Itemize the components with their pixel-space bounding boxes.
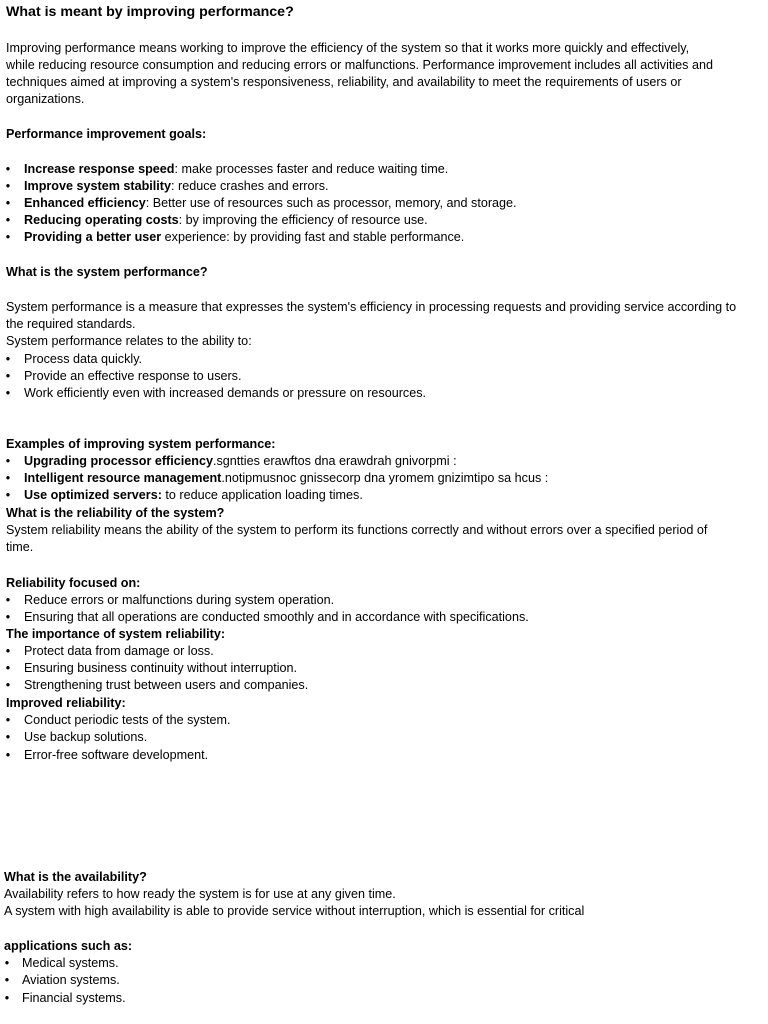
bullet-icon: • — [5, 196, 11, 210]
bullet-icon: • — [5, 730, 11, 744]
bullet-icon: • — [5, 678, 11, 692]
reliability-focus-heading: Reliability focused on: — [6, 576, 141, 590]
item-text: : by improving the efficiency of resource use. — [178, 213, 428, 227]
bullet-icon: • — [4, 991, 10, 1005]
availability-heading: What is the availability? — [4, 870, 147, 884]
bullet-icon: • — [5, 230, 11, 244]
paragraph-line: System reliability means the ability of the system to perform its functions correctly and without errors over a specified period of — [6, 523, 708, 537]
item-text: experience: by providing fast and stable performance. — [161, 230, 465, 244]
bullet-icon: • — [5, 593, 11, 607]
item-bold: Providing a better user — [24, 230, 162, 244]
intro-line: techniques aimed at improving a system's responsiveness, reliability, and availability to meet the requirements of users or — [6, 75, 682, 89]
bullet-icon: • — [5, 713, 11, 727]
item-text: Protect data from damage or loss. — [24, 644, 214, 658]
item-text: Reduce errors or malfunctions during system operation. — [24, 593, 335, 607]
paragraph-line: A system with high availability is able to provide service without interruption, which is essential for critical — [4, 904, 585, 918]
item-text: to reduce application loading times. — [161, 488, 363, 502]
item-text: Medical systems. — [22, 956, 119, 970]
reliability-heading: What is the reliability of the system? — [6, 506, 225, 520]
paragraph-line: Availability refers to how ready the system is for use at any given time. — [4, 887, 396, 901]
item-text: Ensuring business continuity without interruption. — [24, 661, 298, 675]
goals-heading: Performance improvement goals: — [6, 127, 207, 141]
bullet-icon: • — [5, 471, 11, 485]
examples-heading: Examples of improving system performance: — [6, 437, 276, 451]
item-bold: Intelligent resource management — [24, 471, 222, 485]
item-text: Error-free software development. — [24, 748, 209, 762]
bullet-icon: • — [5, 748, 11, 762]
item-text: .sgntties erawftos dna erawdrah gnivorpmi : — [212, 454, 457, 468]
item-text: : Better use of resources such as processor, memory, and storage. — [145, 196, 517, 210]
item-bold: Reducing operating costs — [24, 213, 179, 227]
item-text: : make processes faster and reduce waiting time. — [174, 162, 449, 176]
bullet-icon: • — [5, 213, 11, 227]
item-text: Financial systems. — [22, 991, 126, 1005]
item-text: .notipmusnoc gnissecorp dna yromem gnizimtipo sa hcus : — [221, 471, 549, 485]
paragraph-line: time. — [6, 540, 34, 554]
bullet-icon: • — [5, 644, 11, 658]
item-bold: Enhanced efficiency — [24, 196, 146, 210]
item-text: Ensuring that all operations are conducted smoothly and in accordance with specifications. — [24, 610, 529, 624]
item-text: : reduce crashes and errors. — [171, 179, 329, 193]
item-bold: Increase response speed — [24, 162, 175, 176]
applications-heading: applications such as: — [4, 939, 133, 953]
intro-line: Improving performance means working to improve the efficiency of the system so that it works more quickly and effectively, — [6, 41, 690, 55]
page-title: What is meant by improving performance? — [6, 4, 294, 20]
paragraph-line: System performance relates to the ability to: — [6, 334, 252, 348]
intro-line: organizations. — [6, 92, 85, 106]
reliability-importance-heading: The importance of system reliability: — [6, 627, 226, 641]
item-bold: Improve system stability — [24, 179, 171, 193]
item-text: Aviation systems. — [22, 973, 120, 987]
bullet-icon: • — [4, 956, 10, 970]
bullet-icon: • — [4, 973, 10, 987]
bullet-icon: • — [5, 610, 11, 624]
bullet-icon: • — [5, 179, 11, 193]
item-bold: Upgrading processor efficiency — [24, 454, 213, 468]
bullet-icon: • — [5, 352, 11, 366]
paragraph-line: the required standards. — [6, 317, 136, 331]
improved-reliability-heading: Improved reliability: — [6, 696, 126, 710]
item-text: Conduct periodic tests of the system. — [24, 713, 231, 727]
intro-line: while reducing resource consumption and reducing errors or malfunctions. Performance improvement includes all activities and — [6, 58, 713, 72]
system-performance-heading: What is the system performance? — [6, 265, 208, 279]
paragraph-line: System performance is a measure that expresses the system's efficiency in processing requests and providing service according to — [6, 300, 737, 314]
item-text: Use backup solutions. — [24, 730, 148, 744]
item-text: Work efficiently even with increased demands or pressure on resources. — [24, 386, 427, 400]
bullet-icon: • — [5, 162, 11, 176]
bullet-icon: • — [5, 454, 11, 468]
item-text: Process data quickly. — [24, 352, 143, 366]
bullet-icon: • — [5, 661, 11, 675]
bullet-icon: • — [5, 369, 11, 383]
bullet-icon: • — [5, 488, 11, 502]
item-text: Strengthening trust between users and companies. — [24, 678, 309, 692]
bullet-icon: • — [5, 386, 11, 400]
item-text: Provide an effective response to users. — [24, 369, 242, 383]
item-bold: Use optimized servers: — [24, 488, 162, 502]
